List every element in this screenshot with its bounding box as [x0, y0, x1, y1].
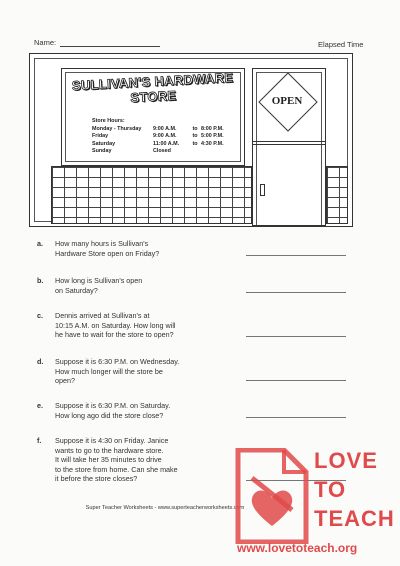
hours-row: [92, 148, 224, 156]
question-line: open?: [55, 376, 75, 386]
question-line: How many hours is Sullivan's: [55, 239, 149, 248]
store-hours-table: [92, 118, 224, 156]
question-line: he have to wait for the store to open?: [55, 330, 174, 340]
brick-wall-left: [51, 166, 252, 224]
name-field[interactable]: [60, 46, 160, 47]
brick-wall-right: [326, 166, 348, 224]
question-line: to the store from home. Can she make: [55, 464, 178, 474]
hours-open: Closed: [153, 148, 171, 155]
hours-to: to: [192, 125, 198, 132]
question-label: c.: [37, 311, 43, 320]
door-rail-top: [253, 141, 325, 142]
question-line: Suppose it is 6:30 P.M. on Saturday.: [55, 401, 171, 410]
hours-to: to: [192, 133, 198, 140]
hours-day: Sunday: [92, 148, 112, 155]
hours-day: Monday - Thursday: [92, 125, 142, 132]
door-rail-top-2: [253, 144, 325, 145]
question-text: [55, 436, 225, 484]
hours-close: 4:30 P.M.: [201, 140, 224, 147]
question-text: [55, 401, 225, 420]
hours-to: to: [192, 140, 198, 147]
open-sign-text: OPEN: [271, 95, 303, 107]
question-line: wants to go to the hardware store.: [55, 445, 164, 455]
question-label: e.: [37, 401, 43, 410]
watermark-love: LOVE: [314, 448, 378, 473]
answer-line-c[interactable]: [246, 336, 346, 337]
question-line: Suppose it is 6:30 P.M. on Wednesday.: [55, 357, 180, 366]
question-label: b.: [37, 276, 44, 285]
hours-day: Saturday: [92, 140, 116, 147]
hours-row: [92, 126, 224, 134]
hours-open: 9:00 A.M.: [153, 125, 177, 132]
answer-line-b[interactable]: [246, 292, 346, 293]
answer-line-a[interactable]: [246, 255, 346, 256]
answer-line-d[interactable]: [246, 380, 346, 381]
hours-open: 11:00 A.M.: [153, 140, 180, 147]
question-line: How long ago did the store close?: [55, 410, 164, 420]
door-handle: [260, 184, 265, 196]
hours-to: [189, 148, 201, 156]
watermark-teach: TEACH: [314, 506, 395, 531]
store-name: SULLIVAN'S HARDWARE STORE: [71, 69, 234, 106]
question-line: 10:15 A.M. on Saturday. How long will: [55, 320, 176, 330]
hours-close: 5:00 P.M.: [201, 133, 224, 140]
store-hours-title: Store Hours:: [92, 118, 125, 124]
question-text: [55, 276, 225, 295]
hours-close: 8:00 P.M.: [201, 125, 224, 132]
watermark-to: TO: [314, 477, 347, 502]
question-text: [55, 311, 225, 340]
name-label: Name:: [34, 38, 57, 47]
hours-day: Friday: [92, 133, 109, 140]
worksheet-title: Elapsed Time: [318, 40, 364, 49]
watermark-url[interactable]: www.lovetoteach.org: [237, 541, 358, 555]
question-line: on Saturday?: [55, 285, 98, 295]
question-line: it before the store closes?: [55, 474, 138, 484]
hours-row: [92, 133, 224, 141]
question-line: Suppose it is 4:30 on Friday. Janice: [55, 436, 169, 445]
store-sign: [61, 68, 245, 166]
hours-row: [92, 141, 224, 149]
question-line: How much longer will the store be: [55, 366, 163, 376]
question-text: [55, 357, 225, 386]
question-line: Dennis arrived at Sullivan's at: [55, 311, 150, 320]
question-line: How long is Sullivan's open: [55, 276, 143, 285]
answer-line-e[interactable]: [246, 417, 346, 418]
question-line: It will take her 35 minutes to drive: [55, 455, 162, 465]
question-line: Hardware Store open on Friday?: [55, 248, 160, 258]
store-door: [252, 68, 326, 226]
worksheet-footer: Super Teacher Worksheets - www.superteacherworksheets.com: [85, 505, 245, 511]
hours-close: [201, 148, 224, 156]
question-label: a.: [37, 239, 43, 248]
store-illustration: [29, 53, 353, 227]
question-text: [55, 239, 225, 258]
question-label: d.: [37, 357, 44, 366]
love-to-teach-document-icon: [232, 448, 312, 544]
hours-open: 9:00 A.M.: [153, 133, 177, 140]
question-label: f.: [37, 436, 42, 445]
